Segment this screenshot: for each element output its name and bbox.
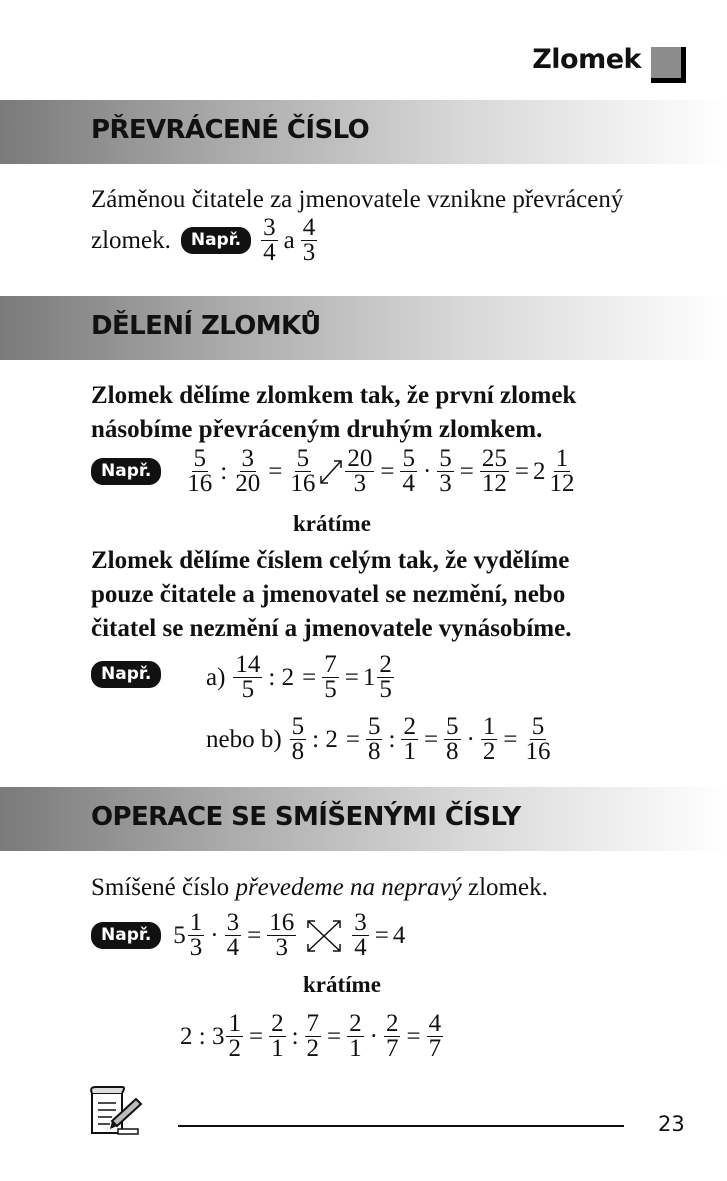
mixed-example-1: Např. 5 $\frac{1}{3}$ · $\frac{3}{4}$ = $\frac{16}{3}$ $\frac{3}{4}$ = 4 — [91, 911, 405, 960]
notebook-pen-icon — [88, 1085, 144, 1137]
section-title: PŘEVRÁCENÉ ČÍSLO — [91, 115, 370, 145]
example-badge: Např. — [91, 922, 161, 949]
reciprocal-text-line2: zlomek. — [91, 226, 171, 254]
cancel-label: krátíme — [303, 972, 381, 997]
mixed-example-2: 2 : 3 $\frac{1}{2}$ = $\frac{2}{1}$ : $\frac{7}{2}$ = $\frac{2}{1}$ · $\frac{2}{7}$ = $\frac{4}{7}$ — [180, 1010, 442, 1062]
division-example-2a: a) $\frac{14}{5}$ : 2 = $\frac{7}{5}$ = 1 $\frac{2}{5}$ — [206, 651, 392, 703]
cancel-arrow-icon — [319, 457, 343, 487]
fraction: $\frac{5}{16}$ — [187, 445, 213, 497]
fraction: $\frac{5}{16}$ — [525, 713, 551, 765]
division-example-2b: nebo b) $\frac{5}{8}$ : 2 = $\frac{5}{8}$ : $\frac{2}{1}$ = $\frac{5}{8}$ · $\frac{1}{2}$ = $\frac{5}{16}$ — [206, 713, 551, 765]
fraction: $\frac{3}{4}$ — [354, 909, 367, 961]
mixed-text: Smíšené číslo převedeme na nepravý zlomek. — [91, 874, 548, 901]
fraction: $\frac{2}{1}$ — [271, 1010, 284, 1062]
fraction: $\frac{3}{4}$ — [263, 214, 276, 266]
example-badge: Např. — [91, 458, 161, 485]
reciprocal-text-line1: Záměnou čitatele za jmenovatele vznikne převrácený — [91, 186, 624, 213]
division-rule2-line3: čitatel se nezmění a jmenovatele vynásobíme. — [91, 615, 572, 642]
fraction: $\frac{3}{20}$ — [235, 445, 261, 497]
division-rule2-line2: pouze čitatele a jmenovatel se nezmění, nebo — [91, 581, 566, 608]
example-badge: Např. — [91, 661, 161, 688]
fraction: $\frac{5}{8}$ — [446, 713, 459, 765]
cancel-label: krátíme — [293, 511, 371, 536]
fraction: $\frac{3}{4}$ — [226, 909, 240, 961]
reciprocal-example: zlomek. Např. $\frac{3}{4}$ a $\frac{4}{3}$ — [91, 214, 316, 266]
fraction: $\frac{4}{3}$ — [302, 214, 316, 266]
fraction: $\frac{1}{2}$ — [228, 1010, 241, 1062]
fraction: $\frac{4}{7}$ — [428, 1010, 442, 1062]
section-header-division — [0, 296, 727, 360]
fraction: $\frac{1}{2}$ — [482, 713, 496, 765]
running-title: Zlomek — [532, 44, 641, 75]
fraction: $\frac{5}{8}$ — [367, 713, 381, 765]
fraction: $\frac{1}{12}$ — [549, 445, 575, 497]
example-badge: Např. — [181, 227, 251, 254]
fraction: $\frac{2}{5}$ — [379, 651, 392, 703]
fraction: $\frac{2}{7}$ — [385, 1010, 399, 1062]
section-title: OPERACE SE SMÍŠENÝMI ČÍSLY — [91, 802, 521, 832]
section-title: DĚLENÍ ZLOMKŮ — [91, 311, 321, 341]
fraction: $\frac{1}{3}$ — [189, 909, 203, 961]
fraction: $\frac{2}{1}$ — [349, 1010, 362, 1062]
fraction: $\frac{7}{5}$ — [324, 651, 337, 703]
cross-cancel-arrows-icon — [304, 917, 344, 955]
division-example-1: Např. $\frac{5}{16}$ : $\frac{3}{20}$ = $\frac{5}{16}$ $\frac{20}{3}$ = $\frac{5}{4}$ · $\frac{5}{3}$ = $\frac{25}{12}$ = 2 $\frac{1}{12}$ — [91, 447, 579, 496]
division-rule1-line2: násobíme převráceným druhým zlomkem. — [91, 416, 543, 443]
fraction: $\frac{5}{3}$ — [439, 445, 452, 497]
fraction: $\frac{20}{3}$ — [347, 445, 373, 497]
fraction: $\frac{25}{12}$ — [481, 445, 507, 497]
fraction: $\frac{14}{5}$ — [235, 651, 261, 703]
section-header-reciprocal — [0, 100, 727, 164]
fraction: $\frac{5}{4}$ — [402, 445, 415, 497]
corner-square-icon — [651, 47, 686, 83]
fraction: $\frac{16}{3}$ — [269, 909, 295, 961]
page-number: 23 — [658, 1112, 685, 1136]
division-rule1-line1: Zlomek dělíme zlomkem tak, že první zlomek — [91, 382, 577, 409]
division-rule2-line1: Zlomek dělíme číslem celým tak, že vydělíme — [91, 547, 570, 574]
section-header-mixed — [0, 787, 727, 851]
example-badge-wrap — [91, 661, 161, 688]
fraction: $\frac{7}{2}$ — [306, 1010, 320, 1062]
footer-rule — [178, 1125, 624, 1127]
fraction: $\frac{5}{8}$ — [291, 713, 305, 765]
fraction: $\frac{5}{16}$ — [290, 445, 316, 497]
fraction: $\frac{2}{1}$ — [403, 713, 416, 765]
